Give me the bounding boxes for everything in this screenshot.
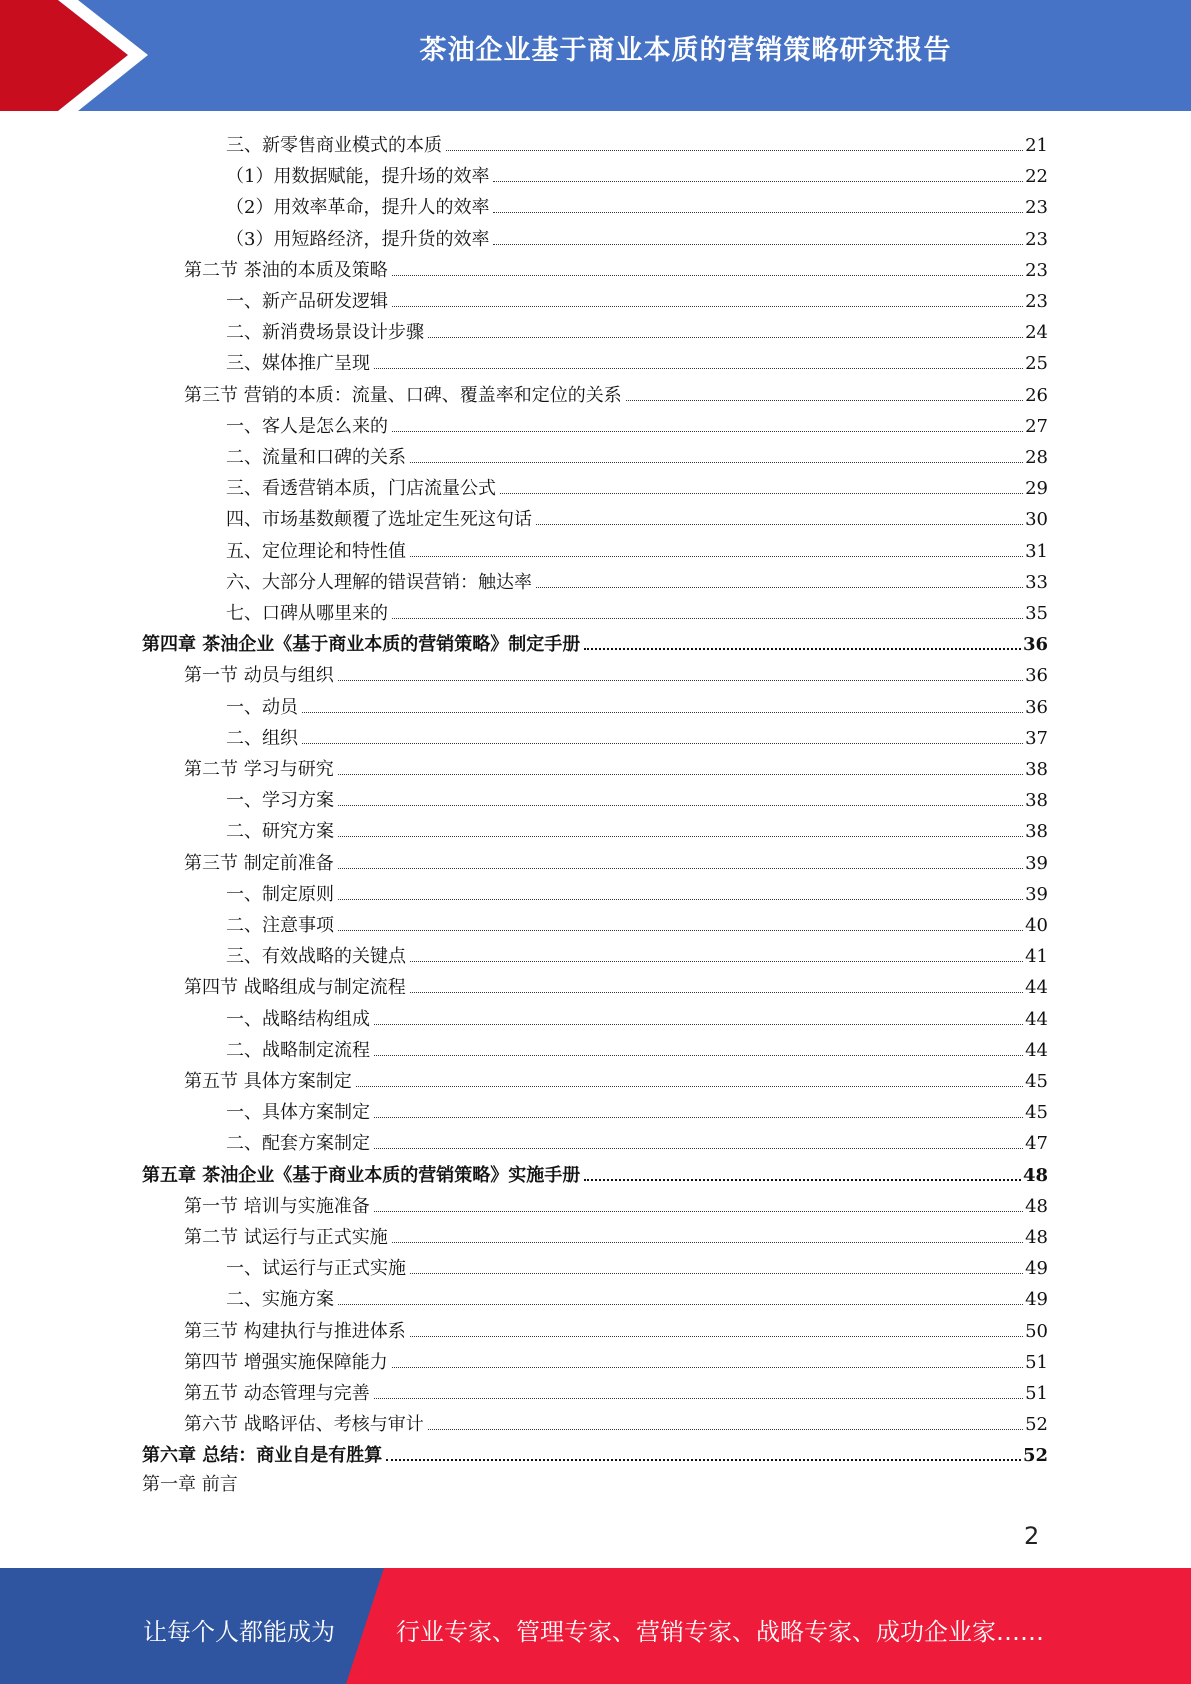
toc-section-row[interactable] [184,1343,1048,1374]
toc-entry-page: 23 [1025,291,1048,312]
report-title: 茶油企业基于商业本质的营销策略研究报告 [419,35,952,66]
toc-entry-page: 52 [1025,1414,1048,1436]
toc-entry-page: 39 [1025,852,1048,874]
toc-entry-title: 二、注意事项 [226,915,334,936]
toc-entry-title: 第四节 战略组成与制定流程 [184,977,406,999]
toc-section-row[interactable] [184,1187,1048,1218]
toc-entry-page: 38 [1025,759,1048,780]
dot-leader [374,1148,1023,1149]
toc-entry-page: 23 [1025,197,1048,219]
dot-leader [410,462,1023,463]
toc-entry-page: 44 [1025,1008,1048,1030]
toc-subsection-row[interactable] [226,781,1048,812]
dot-leader [338,930,1023,931]
toc-entry-page: 23 [1025,259,1048,281]
toc-entry-title: 二、流量和口碑的关系 [226,447,406,468]
toc-subsection-row[interactable] [226,500,1048,531]
toc-subsection-row[interactable] [226,906,1048,937]
toc-entry-title: 四、市场基数颠覆了选址定生死这句话 [226,509,532,531]
toc-entry-page: 38 [1025,790,1048,812]
toc-entry-page: 36 [1022,634,1048,656]
toc-entry-page: 30 [1025,509,1048,531]
toc-entry-title: 第二节 试运行与正式实施 [184,1227,388,1248]
toc-chapter-row[interactable] [142,625,1048,656]
toc-entry-page: 36 [1025,665,1048,687]
toc-entry-page: 49 [1025,1289,1048,1311]
toc-entry-title: 一、动员 [226,696,298,718]
dot-leader [338,1304,1023,1305]
toc-subsection-row[interactable] [226,469,1048,500]
toc-section-row[interactable] [184,656,1048,687]
dot-leader [536,587,1023,588]
dot-leader [392,431,1023,432]
toc-subsection-row[interactable] [226,1124,1048,1155]
toc-entry-page: 28 [1025,447,1048,468]
toc-entry-title: 二、研究方案 [226,821,334,843]
dot-leader [392,306,1023,307]
toc-entry-page: 48 [1025,1227,1048,1248]
footer-slogan-right: 行业专家、管理专家、营销专家、战略专家、成功企业家…… [396,1618,1044,1646]
page-footer [0,1568,1191,1684]
dot-leader [493,181,1023,182]
dot-leader [374,368,1023,369]
toc-section-row[interactable] [184,844,1048,875]
toc-chapter-row[interactable] [142,1436,1048,1467]
dot-leader [493,244,1023,245]
dot-leader [536,524,1023,525]
toc-subsection-row[interactable] [226,126,1048,157]
toc-subsection-row[interactable] [226,719,1048,750]
toc-entry-title: 一、试运行与正式实施 [226,1258,406,1280]
dot-leader [428,1429,1023,1430]
toc-entry-page: 45 [1025,1071,1048,1092]
toc-entry-page: 47 [1025,1133,1048,1155]
dot-leader [493,212,1023,213]
toc-subsection-row[interactable] [226,937,1048,968]
dot-leader [338,868,1023,869]
dot-leader [302,743,1023,744]
toc-section-row[interactable] [184,251,1048,282]
dot-leader [374,1211,1023,1212]
dot-leader [428,337,1023,338]
toc-entry-page: 44 [1025,977,1048,999]
toc-entry-page: 24 [1025,322,1048,344]
toc-entry-page: 52 [1022,1445,1048,1467]
toc-section-row[interactable] [184,968,1048,999]
dot-leader [374,1055,1023,1056]
toc-subsection-row[interactable] [226,313,1048,344]
toc-entry-page: 22 [1025,166,1048,188]
toc-section-row[interactable] [184,1374,1048,1405]
toc-entry-title: 五、定位理论和特性值 [226,540,406,562]
dot-leader [338,774,1023,775]
toc-entry-title: 二、新消费场景设计步骤 [226,322,424,344]
toc-section-row[interactable] [184,1312,1048,1343]
toc-entry-title: 二、实施方案 [226,1289,334,1311]
dot-leader [374,1024,1023,1025]
toc-entry-page: 51 [1025,1383,1048,1404]
toc-entry-page: 37 [1025,727,1048,749]
toc-entry-page: 35 [1025,603,1048,624]
toc-section-row[interactable] [184,1218,1048,1249]
dot-leader [446,150,1023,151]
toc-entry-page: 21 [1025,135,1048,156]
toc-subsection-row[interactable] [226,688,1048,719]
toc-entry-page: 44 [1025,1039,1048,1061]
toc-entry-title: 一、具体方案制定 [226,1102,370,1124]
toc-entry-page: 45 [1025,1102,1048,1124]
toc-entry-page: 33 [1025,571,1048,593]
dot-leader [338,836,1023,837]
dot-leader [338,899,1023,900]
dot-leader [410,961,1023,962]
toc-trailing-line: 第一章 前言 [142,1473,238,1495]
toc-entry-title: （1）用数据赋能，提升场的效率 [226,166,490,188]
toc-section-row[interactable] [184,1062,1048,1093]
toc-entry-title: 第六节 战略评估、考核与审计 [184,1414,424,1436]
toc-entry-page: 51 [1025,1351,1048,1373]
dot-leader [500,493,1023,494]
dot-leader [374,1117,1023,1118]
toc-entry-title: 三、有效战略的关键点 [226,946,406,968]
page-number: 2 [1024,1522,1040,1550]
toc-entry-page: 36 [1025,696,1048,718]
dot-leader [410,992,1023,993]
toc-entry-title: 第五节 动态管理与完善 [184,1383,370,1404]
dot-leader [584,648,1021,650]
toc-entry-page: 41 [1025,946,1048,968]
toc-subsection-row[interactable] [226,220,1048,251]
dot-leader [626,400,1023,401]
toc-subsection-row[interactable] [226,282,1048,313]
toc-entry-page: 39 [1025,883,1048,905]
dot-leader [374,1398,1023,1399]
toc-entry-page: 48 [1025,1195,1048,1217]
toc-section-row[interactable] [184,376,1048,407]
toc-entry-title: 一、客人是怎么来的 [226,415,388,437]
toc-chapter-row[interactable] [142,1156,1048,1187]
dot-leader [302,712,1023,713]
toc-subsection-row[interactable] [226,1000,1048,1031]
toc-entry-page: 31 [1025,540,1048,562]
dot-leader [392,618,1023,619]
toc-section-row[interactable] [184,750,1048,781]
dot-leader [356,1086,1023,1087]
dot-leader [410,1273,1023,1274]
toc-section-row[interactable] [184,1405,1048,1436]
toc-subsection-row[interactable] [226,532,1048,563]
dot-leader [392,1242,1023,1243]
toc-entry-title: 一、制定原则 [226,883,334,905]
toc-entry-title: 三、看透营销本质，门店流量公式 [226,478,496,500]
toc-subsection-row[interactable] [226,438,1048,469]
dot-leader [410,1336,1023,1337]
footer-slogan-left: 让每个人都能成为 [143,1618,335,1646]
toc-entry-page: 38 [1025,821,1048,843]
toc-entry-title: 二、组织 [226,727,298,749]
toc-entry-title: 一、新产品研发逻辑 [226,291,388,312]
page-header [0,0,1191,111]
dot-leader [338,805,1023,806]
toc-subsection-row[interactable] [226,1280,1048,1311]
toc-entry-title: 第二节 学习与研究 [184,759,334,780]
toc-subsection-row[interactable] [226,812,1048,843]
toc-entry-page: 27 [1025,415,1048,437]
toc-subsection-row[interactable] [226,875,1048,906]
toc-entry-title: 第一节 培训与实施准备 [184,1195,370,1217]
toc-subsection-row[interactable] [226,1031,1048,1062]
toc-subsection-row[interactable] [226,407,1048,438]
toc-entry-title: 第三节 制定前准备 [184,852,334,874]
toc-entry-title: 第二节 茶油的本质及策略 [184,259,388,281]
toc-subsection-row[interactable] [226,594,1048,625]
toc-entry-title: 第四节 增强实施保障能力 [184,1351,388,1373]
toc-entry-title: 第四章 茶油企业《基于商业本质的营销策略》制定手册 [142,634,581,656]
toc-entry-title: 三、新零售商业模式的本质 [226,135,442,156]
toc-entry-page: 23 [1025,228,1048,250]
toc-entry-page: 40 [1025,915,1048,936]
toc-subsection-row[interactable] [226,344,1048,375]
toc-entry-title: （2）用效率革命，提升人的效率 [226,197,490,219]
toc-entry-page: 29 [1025,478,1048,500]
toc-entry-title: 第五节 具体方案制定 [184,1071,352,1092]
dot-leader [392,275,1023,276]
toc-subsection-row[interactable] [226,1093,1048,1124]
toc-entry-page: 26 [1025,384,1048,406]
toc-entry-title: 第三节 构建执行与推进体系 [184,1320,406,1342]
toc-subsection-row[interactable] [226,188,1048,219]
dot-leader [410,556,1023,557]
toc-entry-title: 一、战略结构组成 [226,1008,370,1030]
toc-entry-title: 二、配套方案制定 [226,1133,370,1155]
toc-entry-page: 25 [1025,353,1048,375]
toc-entry-title: 六、大部分人理解的错误营销：触达率 [226,571,532,593]
toc-subsection-row[interactable] [226,157,1048,188]
dot-leader [392,1367,1023,1368]
toc-entry-title: 第三节 营销的本质：流量、口碑、覆盖率和定位的关系 [184,384,622,406]
dot-leader [338,680,1023,681]
toc-entry-title: （3）用短路经济，提升货的效率 [226,228,490,250]
toc-entry-title: 第五章 茶油企业《基于商业本质的营销策略》实施手册 [142,1164,581,1186]
toc-entry-title: 三、媒体推广呈现 [226,353,370,375]
toc-entry-title: 七、口碑从哪里来的 [226,603,388,624]
toc-entry-title: 二、战略制定流程 [226,1039,370,1061]
toc-entry-title: 第一节 动员与组织 [184,665,334,687]
toc-entry-title: 一、学习方案 [226,790,334,812]
toc-entry-page: 50 [1025,1320,1048,1342]
toc-entry-page: 48 [1022,1164,1048,1186]
toc-subsection-row[interactable] [226,563,1048,594]
toc-entry-page: 49 [1025,1258,1048,1280]
toc-subsection-row[interactable] [226,1249,1048,1280]
dot-leader [584,1179,1021,1181]
toc-entry-title: 第六章 总结：商业自是有胜算 [142,1445,383,1467]
dot-leader [386,1459,1021,1461]
